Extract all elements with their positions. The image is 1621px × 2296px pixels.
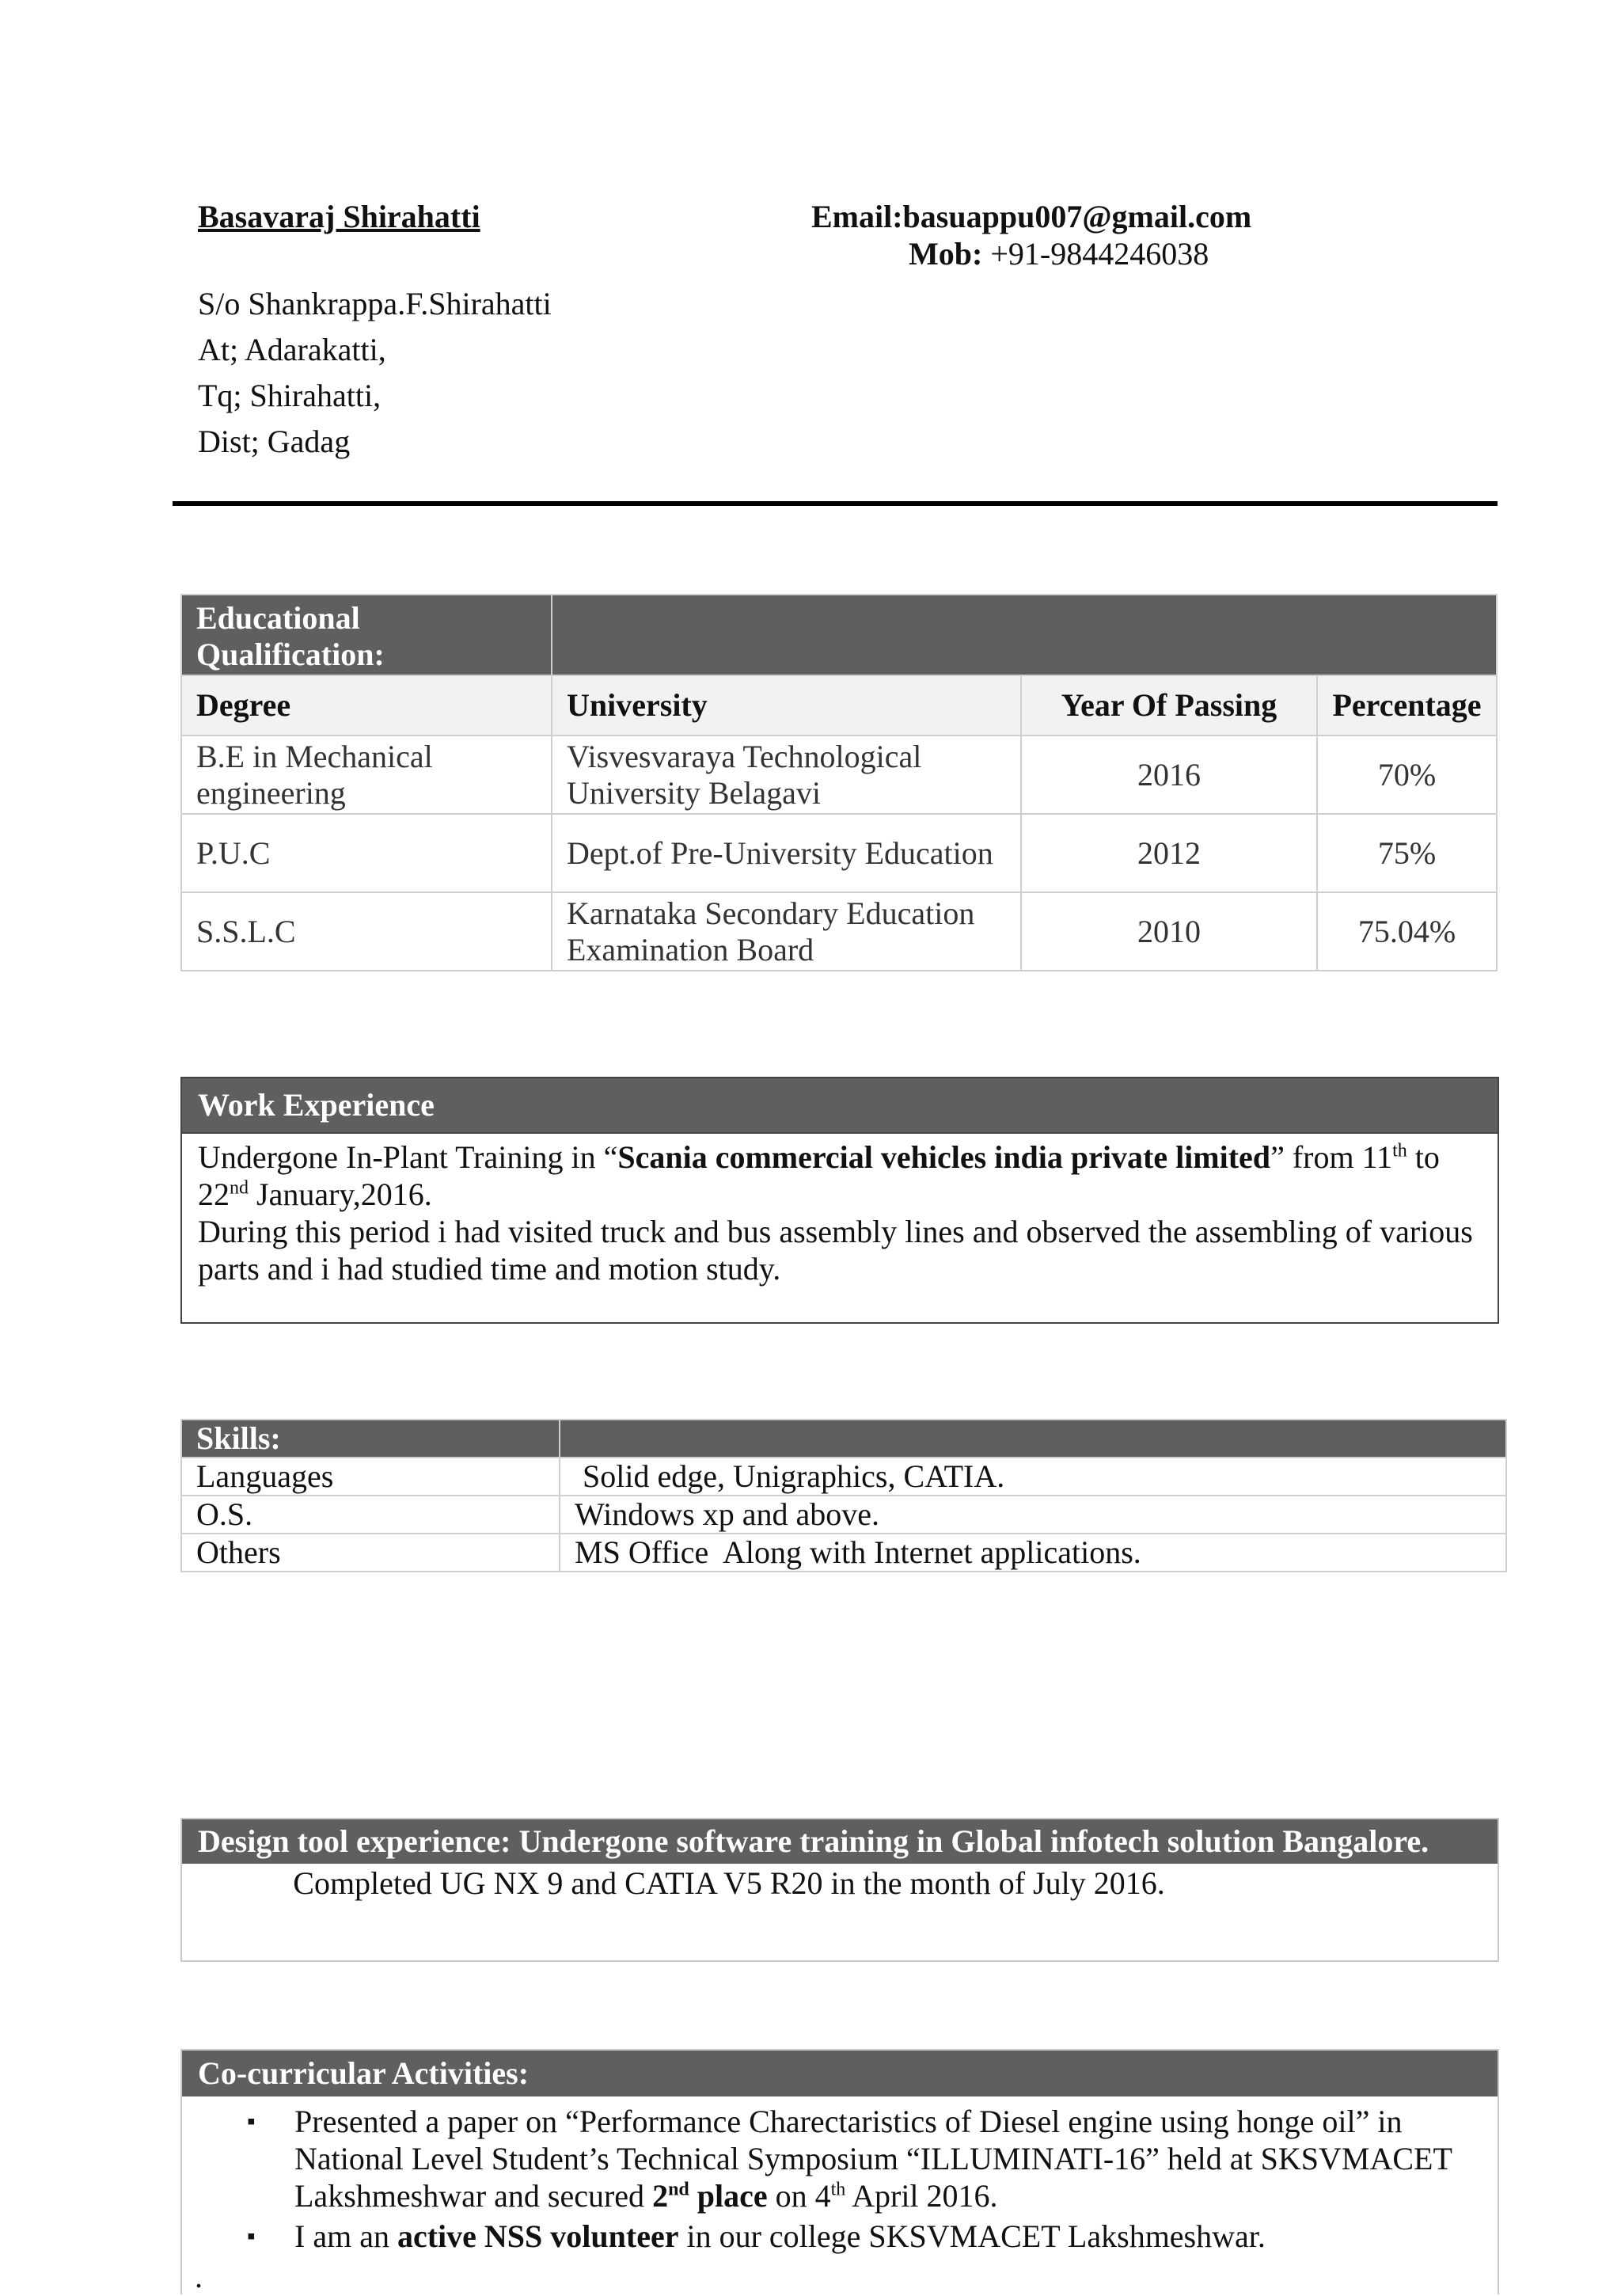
cocurricular-title: Co-curricular Activities: xyxy=(182,2051,1498,2096)
skill-key: Others xyxy=(181,1534,560,1572)
education-title: Educational Qualification: xyxy=(181,595,552,675)
table-row xyxy=(181,1534,1506,1572)
text-run: ” from 11 xyxy=(1270,1139,1393,1175)
degree-cell: B.E in Mechanical engineering xyxy=(181,736,552,814)
text-run: Presented a paper on “Performance Charectaristics of Diesel engine using honge oil” in National Level Student’s Technical Symposium “ILLUMINATI-16” held at SKSVMACET Lakshmeshwar and secured xyxy=(294,2104,1452,2214)
cocurricular-list xyxy=(182,2103,1498,2255)
superscript: th xyxy=(830,2179,846,2200)
skills-table xyxy=(180,1419,1507,1572)
skills-section xyxy=(180,1419,1507,1572)
mobile-label: Mob: xyxy=(909,236,983,272)
work-experience-body xyxy=(182,1134,1498,1292)
company-name: Scania commercial vehicles india private limited xyxy=(617,1139,1271,1175)
table-row xyxy=(181,814,1497,892)
col-header-percentage: Percentage xyxy=(1317,675,1497,736)
header-divider xyxy=(173,501,1498,506)
address-line: Dist; Gadag xyxy=(198,424,351,459)
table-row xyxy=(181,736,1497,814)
skills-title-filler xyxy=(560,1420,1506,1458)
design-tool-title: Design tool experience: Undergone software training in Global infotech solution Bangalore. xyxy=(182,1819,1498,1864)
percentage-cell: 70% xyxy=(1317,736,1497,814)
col-header-university: University xyxy=(552,675,1021,736)
superscript: th xyxy=(1392,1140,1407,1161)
university-cell: Visvesvaraya Technological University Belagavi xyxy=(552,736,1021,814)
mobile-text xyxy=(909,235,1209,273)
skill-key: Languages xyxy=(181,1458,560,1496)
degree-cell: S.S.L.C xyxy=(181,892,552,971)
bold-run: active NSS volunteer xyxy=(397,2218,679,2254)
percentage-cell: 75.04% xyxy=(1317,892,1497,971)
bold-run: 2 xyxy=(652,2178,669,2214)
bold-run: place xyxy=(689,2178,768,2214)
degree-cell: P.U.C xyxy=(181,814,552,892)
address-line: At; Adarakatti, xyxy=(198,332,386,367)
university-cell: Dept.of Pre-University Education xyxy=(552,814,1021,892)
work-experience-section xyxy=(180,1077,1499,1324)
year-cell: 2010 xyxy=(1021,892,1317,971)
design-tool-body: Completed UG NX 9 and CATIA V5 R20 in the month of July 2016. xyxy=(293,1865,1165,1901)
text-run: in our college SKSVMACET Lakshmeshwar. xyxy=(678,2218,1266,2254)
university-cell: Karnataka Secondary Education Examination Board xyxy=(552,892,1021,971)
text-run: January,2016. xyxy=(249,1177,432,1212)
education-title-filler xyxy=(552,595,1497,675)
col-header-degree: Degree xyxy=(181,675,552,736)
design-tool-section xyxy=(180,1818,1499,1962)
text-run: to 22 xyxy=(198,1139,1440,1212)
list-item xyxy=(247,2218,1498,2255)
skill-value: Solid edge, Unigraphics, CATIA. xyxy=(560,1458,1506,1496)
list-item xyxy=(247,2103,1498,2214)
text-run: I am an xyxy=(294,2218,397,2254)
work-experience-title: Work Experience xyxy=(182,1078,1498,1134)
text-run: Undergone In-Plant Training in “ xyxy=(198,1139,618,1175)
table-row xyxy=(181,1458,1506,1496)
address-line: Tq; Shirahatti, xyxy=(198,378,382,413)
table-row xyxy=(181,1496,1506,1534)
skill-value: MS Office Along with Internet applications. xyxy=(560,1534,1506,1572)
text-run: on 4 xyxy=(767,2178,831,2214)
skills-title: Skills: xyxy=(181,1420,560,1458)
bullet-icon: ▪ xyxy=(247,2108,256,2134)
work-paragraph-2: During this period i had visited truck and bus assembly lines and observed the assembling of various parts and i had studied time and motion study. xyxy=(198,1214,1473,1287)
year-cell: 2012 xyxy=(1021,814,1317,892)
text-run: April 2016. xyxy=(845,2178,998,2214)
address-block xyxy=(198,281,552,465)
mobile-value: +91-9844246038 xyxy=(982,236,1209,272)
col-header-year: Year Of Passing xyxy=(1021,675,1317,736)
education-section xyxy=(180,594,1498,971)
table-row xyxy=(181,892,1497,971)
percentage-cell: 75% xyxy=(1317,814,1497,892)
skill-key: O.S. xyxy=(181,1496,560,1534)
superscript: nd xyxy=(230,1177,249,1199)
candidate-name: Basavaraj Shirahatti xyxy=(198,199,480,234)
skill-value: Windows xp and above. xyxy=(560,1496,1506,1534)
work-paragraph-1 xyxy=(198,1138,1482,1213)
education-table xyxy=(180,594,1498,971)
email-text: Email:basuappu007@gmail.com xyxy=(811,199,1252,234)
cocurricular-section xyxy=(180,2049,1499,2294)
superscript: nd xyxy=(668,2179,689,2200)
year-cell: 2016 xyxy=(1021,736,1317,814)
address-line: S/o Shankrappa.F.Shirahatti xyxy=(198,286,552,321)
bullet-icon: ▪ xyxy=(247,2223,256,2249)
trailing-dot: . xyxy=(195,2259,203,2294)
